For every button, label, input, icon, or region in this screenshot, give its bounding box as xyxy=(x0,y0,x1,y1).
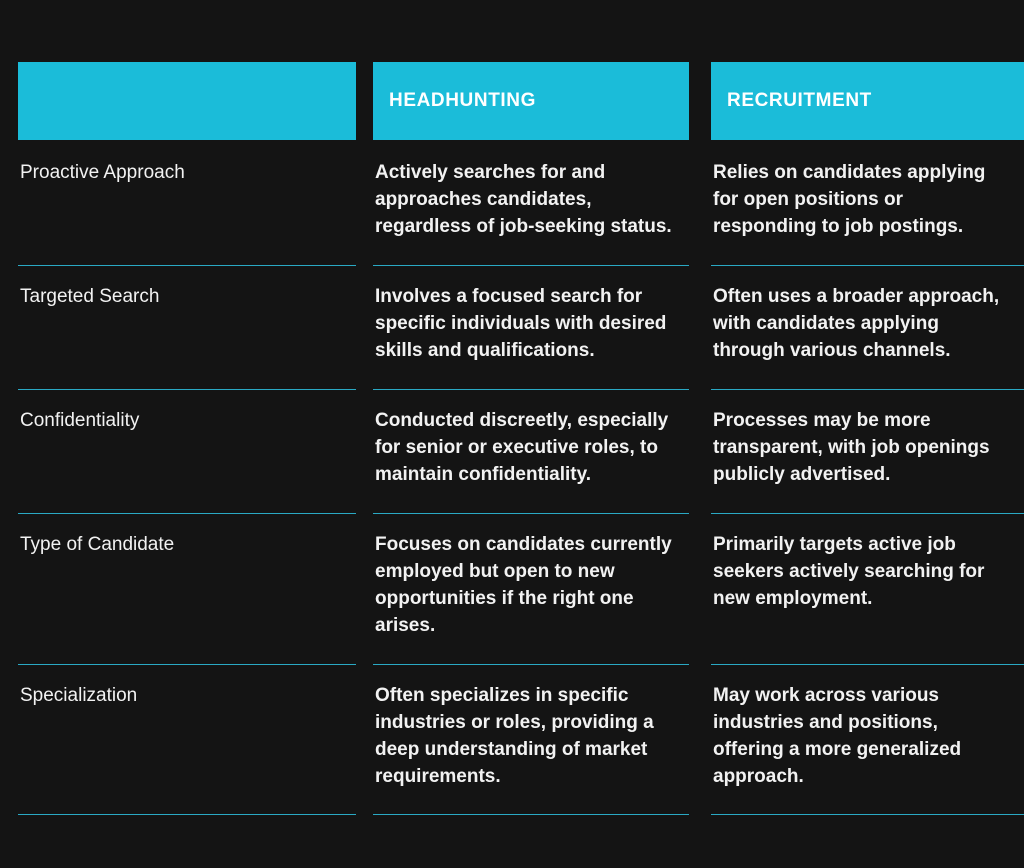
column-gap xyxy=(356,514,373,665)
table-header-recruitment-label: RECRUITMENT xyxy=(727,90,872,111)
comparison-table xyxy=(18,62,1006,815)
table-row: Often specializes in specific industries or roles, providing a deep understanding of market requirements. xyxy=(373,665,689,816)
table-row: Actively searches for and approaches candidates, regardless of job-seeking status. xyxy=(373,140,689,266)
column-gap xyxy=(689,62,711,140)
table-row: Often uses a broader approach, with candidates applying through various channels. xyxy=(711,266,1024,390)
table-row: Focuses on candidates currently employed but open to new opportunities if the right one arises. xyxy=(373,514,689,665)
table-row: Type of Candidate xyxy=(18,514,356,665)
column-gap xyxy=(356,665,373,816)
column-gap xyxy=(356,62,373,140)
table-row: Proactive Approach xyxy=(18,140,356,266)
column-gap xyxy=(689,665,711,816)
table-row: Conducted discreetly, especially for senior or executive roles, to maintain confidentiality. xyxy=(373,390,689,514)
column-gap xyxy=(356,266,373,390)
column-gap xyxy=(689,514,711,665)
column-gap xyxy=(689,266,711,390)
table-row: Involves a focused search for specific individuals with desired skills and qualifications. xyxy=(373,266,689,390)
table-row: May work across various industries and positions, offering a more generalized approach. xyxy=(711,665,1024,816)
table-row: Specialization xyxy=(18,665,356,816)
table-row: Relies on candidates applying for open positions or responding to job postings. xyxy=(711,140,1024,266)
column-gap xyxy=(689,390,711,514)
table-row: Targeted Search xyxy=(18,266,356,390)
table-header-recruitment xyxy=(711,62,1024,140)
table-row: Confidentiality xyxy=(18,390,356,514)
table-row: Primarily targets active job seekers actively searching for new employment. xyxy=(711,514,1024,665)
table-row: Processes may be more transparent, with job openings publicly advertised. xyxy=(711,390,1024,514)
table-header-blank xyxy=(18,62,356,140)
table-header-headhunting xyxy=(373,62,689,140)
table-header-headhunting-label: HEADHUNTING xyxy=(389,90,536,111)
column-gap xyxy=(356,390,373,514)
column-gap xyxy=(689,140,711,266)
column-gap xyxy=(356,140,373,266)
